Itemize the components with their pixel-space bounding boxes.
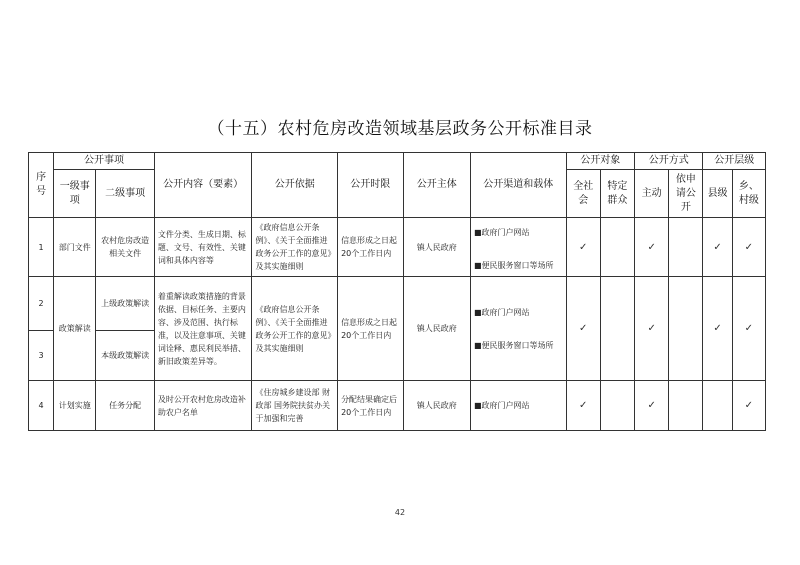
col-header-method-active: 主动 xyxy=(635,170,669,218)
channel-item: ■政府门户网站 xyxy=(473,228,530,237)
basis-cell: 《政府信息公开条例》、《关于全面推进政务公开工作的意见》及其实施细则 xyxy=(252,218,338,277)
col-header-method: 公开方式 xyxy=(635,153,703,170)
check-mark-icon: ✓ xyxy=(647,323,656,334)
level1-cell: 政策解读 xyxy=(54,277,96,381)
col-header-target: 公开对象 xyxy=(566,153,634,170)
basis-cell: 《住房城乡建设部 财政部 国务院扶贫办关于加强和完善 xyxy=(252,381,338,431)
method-request-cell xyxy=(669,277,703,381)
level2-cell: 本级政策解读 xyxy=(96,331,154,381)
col-header-target-all: 全社会 xyxy=(566,170,600,218)
time-limit-cell: 信息形成之日起20个工作日内 xyxy=(338,218,403,277)
content-cell: 着重解读政策措施的背景依据、目标任务、主要内容、涉及范围、执行标准，以及注意事项、关键词诠释、惠民利民举措、新旧政策差异等。 xyxy=(154,277,252,381)
table-row xyxy=(29,277,766,331)
page-number: 42 xyxy=(394,508,406,517)
check-mark-icon: ✓ xyxy=(579,400,588,411)
check-mark-icon: ✓ xyxy=(713,323,722,334)
level1-cell: 部门文件 xyxy=(54,218,96,277)
check-mark-icon: ✓ xyxy=(579,323,588,334)
target-all-cell xyxy=(566,381,600,431)
method-active-cell xyxy=(635,381,669,431)
channel-item: ■便民服务窗口等场所 xyxy=(473,340,554,350)
col-header-basis: 公开依据 xyxy=(252,153,338,218)
channel-item: ■便民服务窗口等场所 xyxy=(473,261,554,270)
table-row xyxy=(29,218,766,277)
target-all-cell xyxy=(566,218,600,277)
content-cell: 文件分类、生成日期、标题、文号、有效性、关键词和具体内容等 xyxy=(154,218,252,277)
level2-cell: 任务分配 xyxy=(96,381,154,431)
time-limit-cell: 信息形成之日起20个工作日内 xyxy=(338,277,403,381)
target-specific-cell xyxy=(600,218,634,277)
seq-cell: 2 xyxy=(29,277,54,331)
level-county-cell xyxy=(703,381,732,431)
level-township-cell xyxy=(732,381,765,431)
seq-cell: 1 xyxy=(29,218,54,277)
content-cell: 及时公开农村危房改造补助农户名单 xyxy=(154,381,252,431)
subject-cell: 镇人民政府 xyxy=(403,218,470,277)
method-active-cell xyxy=(635,277,669,381)
check-mark-icon: ✓ xyxy=(744,323,754,334)
channel-cell xyxy=(470,218,566,277)
basis-cell: 《政府信息公开条例》、《关于全面推进政务公开工作的意见》及其实施细则 xyxy=(252,277,338,381)
col-header-method-request: 依申请公开 xyxy=(669,170,703,218)
target-specific-cell xyxy=(600,277,634,381)
level-county-cell xyxy=(703,277,732,381)
col-header-level2: 二级事项 xyxy=(96,170,154,218)
channel-item: ■政府门户网站 xyxy=(473,307,530,317)
method-request-cell xyxy=(669,218,703,277)
col-header-channel: 公开渠道和载体 xyxy=(470,153,566,218)
check-mark-icon: ✓ xyxy=(744,400,754,411)
seq-cell: 3 xyxy=(29,331,54,381)
channel-cell xyxy=(470,381,566,431)
target-specific-cell xyxy=(600,381,634,431)
level-township-cell xyxy=(732,277,765,381)
check-mark-icon: ✓ xyxy=(647,400,656,411)
channel-cell xyxy=(470,277,566,381)
check-mark-icon: ✓ xyxy=(744,241,754,253)
level-township-cell xyxy=(732,218,765,277)
subject-cell: 镇人民政府 xyxy=(403,277,470,381)
col-header-seq: 序号 xyxy=(29,153,54,218)
level2-cell: 农村危房改造相关文件 xyxy=(96,218,154,277)
time-limit-cell: 分配结果确定后20个工作日内 xyxy=(338,381,403,431)
channel-item: ■政府门户网站 xyxy=(473,401,530,410)
col-header-level: 公开层级 xyxy=(703,153,766,170)
method-active-cell xyxy=(635,218,669,277)
col-header-content: 公开内容（要素） xyxy=(154,153,252,218)
disclosure-standard-table xyxy=(28,152,766,431)
seq-cell: 4 xyxy=(29,381,54,431)
check-mark-icon: ✓ xyxy=(579,241,588,253)
col-header-subject: 公开主体 xyxy=(403,153,470,218)
level1-cell: 计划实施 xyxy=(54,381,96,431)
level2-cell: 上级政策解读 xyxy=(96,277,154,331)
method-request-cell xyxy=(669,381,703,431)
check-mark-icon: ✓ xyxy=(713,241,722,253)
col-header-level-township: 乡、村级 xyxy=(732,170,765,218)
check-mark-icon: ✓ xyxy=(647,241,656,253)
document-title: （十五）农村危房改造领域基层政务公开标准目录 xyxy=(207,119,593,139)
table-row xyxy=(29,381,766,431)
col-header-target-specific: 特定群众 xyxy=(600,170,634,218)
col-header-level1: 一级事项 xyxy=(54,170,96,218)
target-all-cell xyxy=(566,277,600,381)
col-header-public-items: 公开事项 xyxy=(54,153,155,170)
subject-cell: 镇人民政府 xyxy=(403,381,470,431)
col-header-time-limit: 公开时限 xyxy=(338,153,403,218)
col-header-level-county: 县级 xyxy=(703,170,732,218)
level-county-cell xyxy=(703,218,732,277)
header-row-1 xyxy=(29,153,766,170)
